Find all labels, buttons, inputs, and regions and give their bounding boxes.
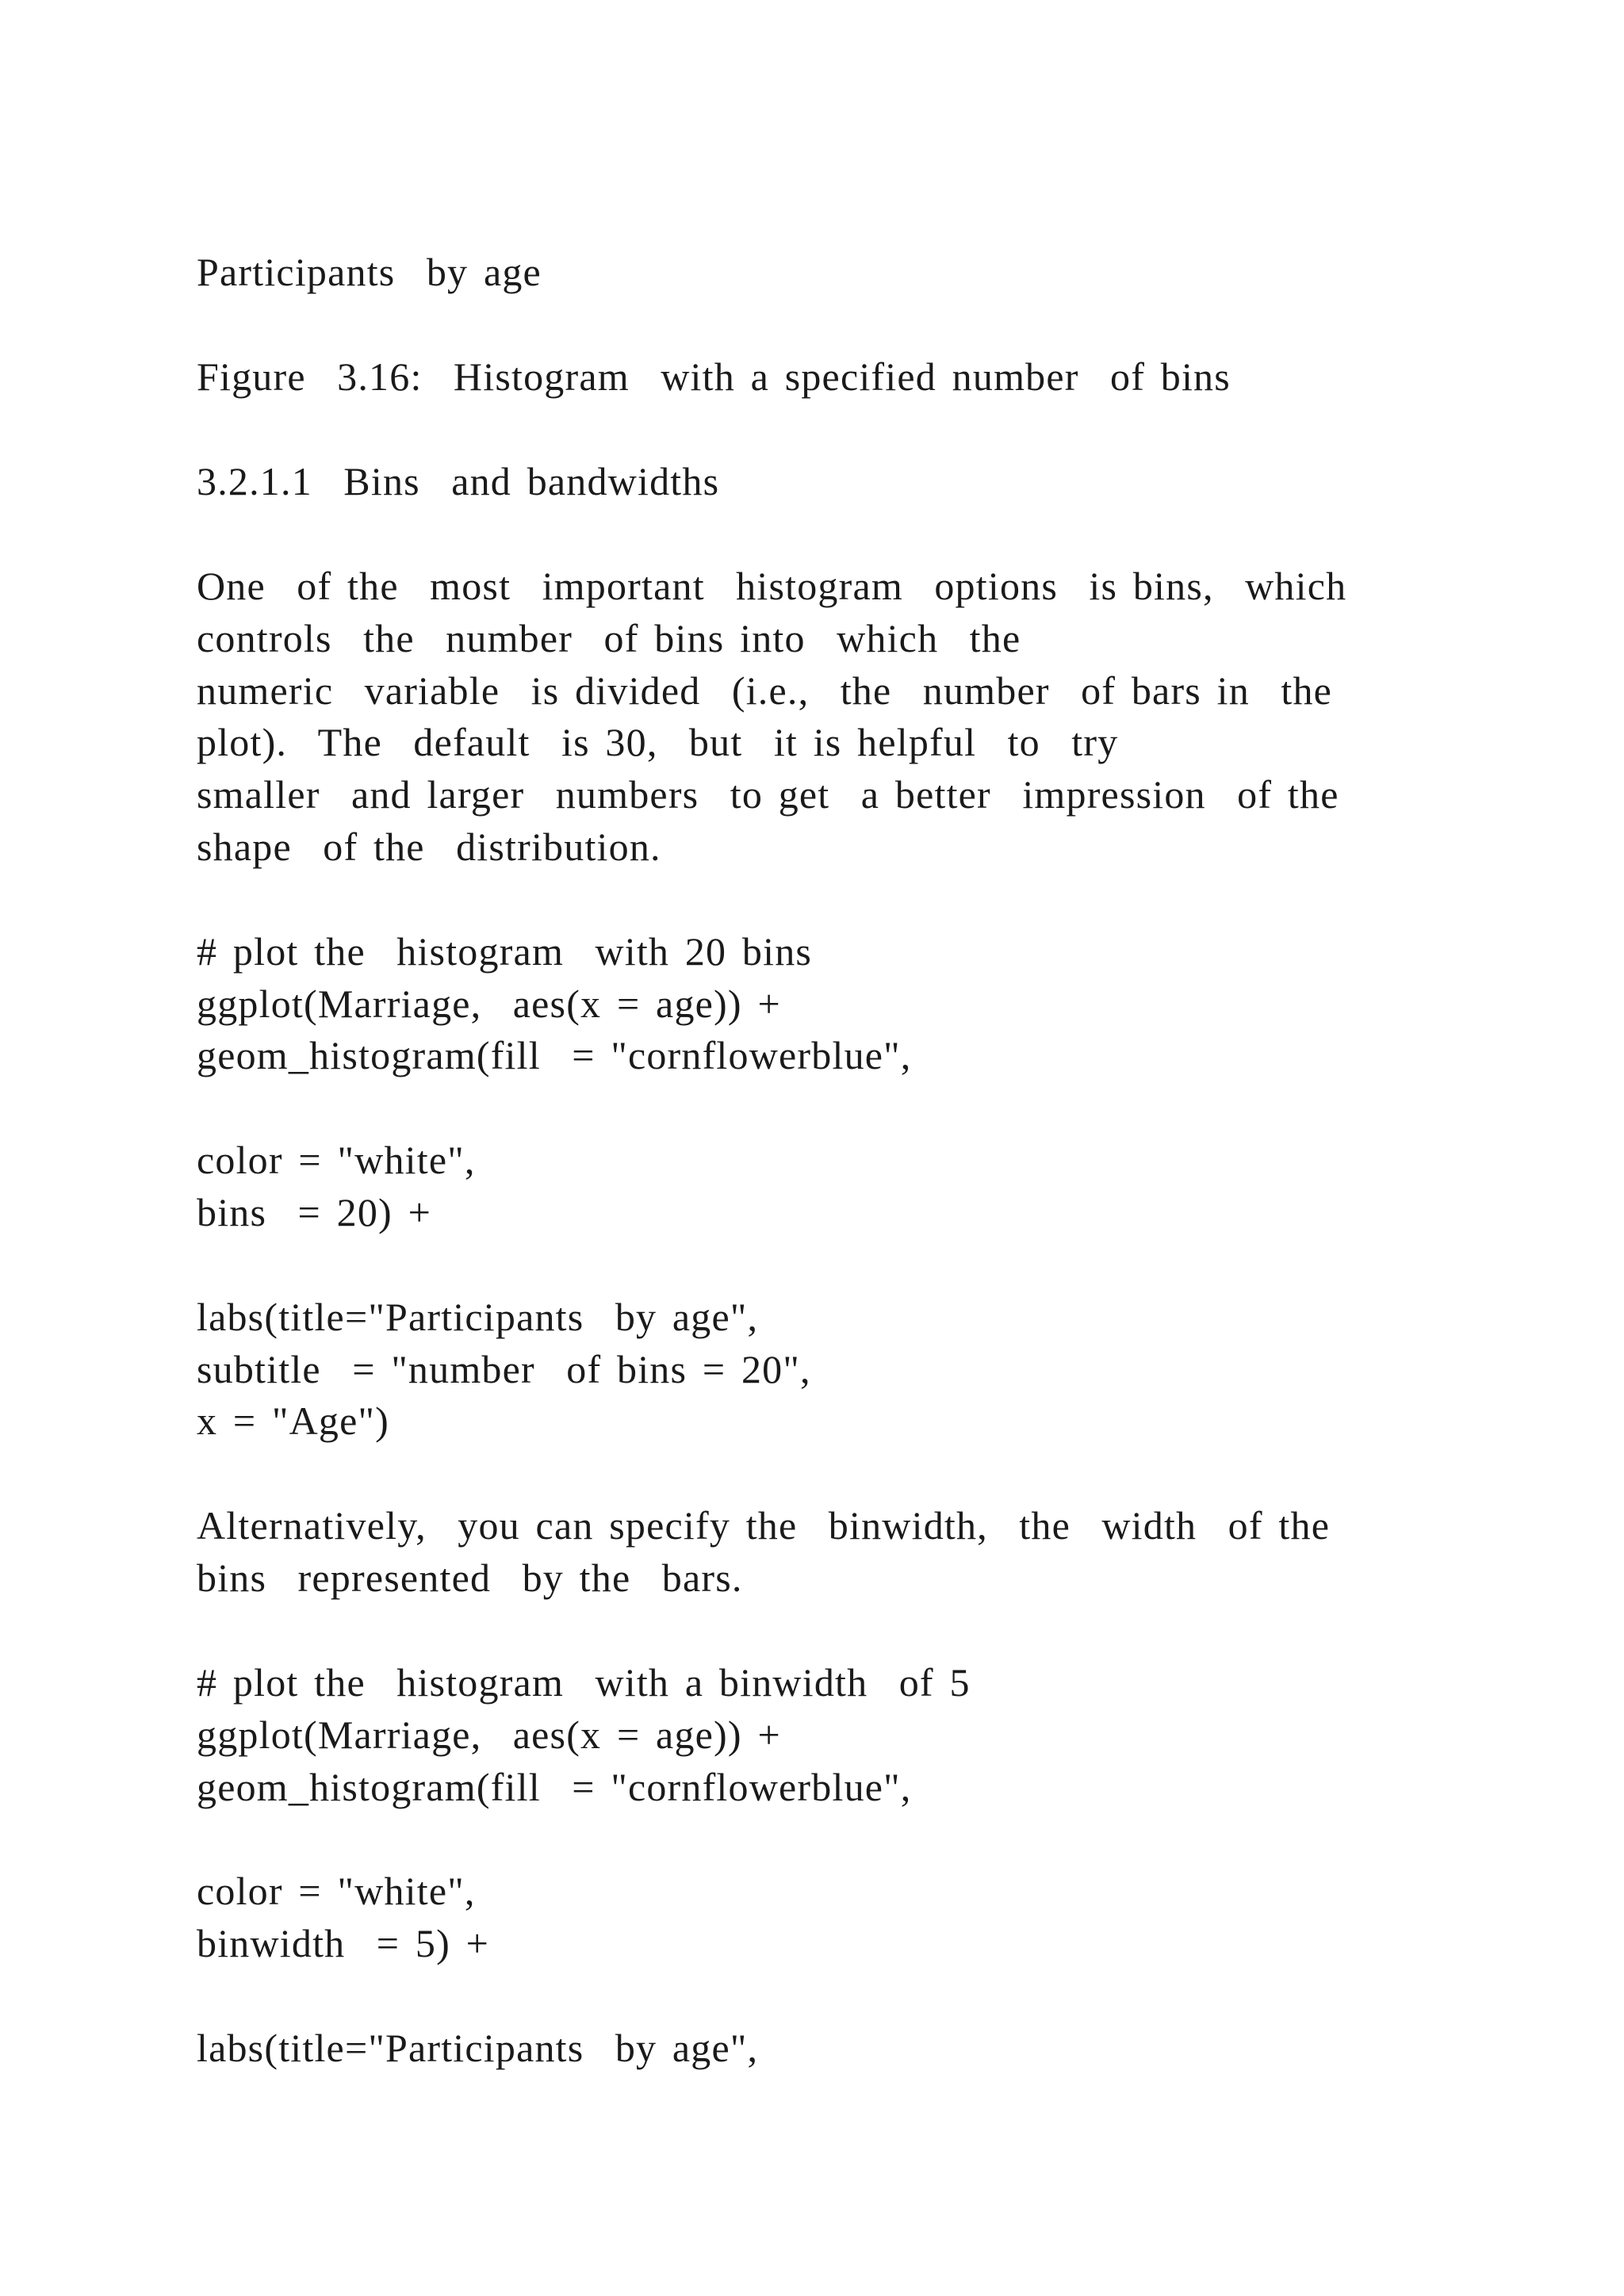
paragraph-line: plot). The default is 30, but it is helpful to try [197,720,1119,764]
code-line: subtitle = "number of bins = 20", [197,1347,811,1391]
paragraph-line: Alternatively, you can specify the binwidth, the width of the [197,1503,1331,1548]
code-comment: # plot the histogram with 20 bins [197,929,813,974]
paragraph-line: One of the most important histogram options is bins, which [197,564,1347,608]
paragraph-line: shape of the distribution. [197,825,661,869]
code-line: color = "white", [197,1869,476,1913]
code-line: ggplot(Marriage, aes(x = age)) + [197,982,781,1026]
figure-caption: Figure 3.16: Histogram with a specified number of bins [197,354,1231,399]
code-line: color = "white", [197,1138,476,1182]
code-line: bins = 20) + [197,1190,431,1234]
code-line: binwidth = 5) + [197,1921,490,1965]
paragraph-line: numeric variable is divided (i.e., the number of bars in the [197,668,1333,713]
code-line: labs(title="Participants by age", [197,2026,759,2070]
code-comment: # plot the histogram with a binwidth of 5 [197,1660,971,1705]
code-line: geom_histogram(fill = "cornflowerblue", [197,1765,912,1809]
paragraph-line: bins represented by the bars. [197,1556,743,1600]
chart-title-text: Participants by age [197,250,542,294]
code-line: ggplot(Marriage, aes(x = age)) + [197,1712,781,1757]
section-heading: 3.2.1.1 Bins and bandwidths [197,459,720,503]
code-line: labs(title="Participants by age", [197,1295,759,1339]
code-line: x = "Age") [197,1399,389,1443]
paragraph-line: smaller and larger numbers to get a better impression of the [197,772,1339,817]
code-line: geom_histogram(fill = "cornflowerblue", [197,1033,912,1077]
paragraph-line: controls the number of bins into which the [197,616,1021,660]
